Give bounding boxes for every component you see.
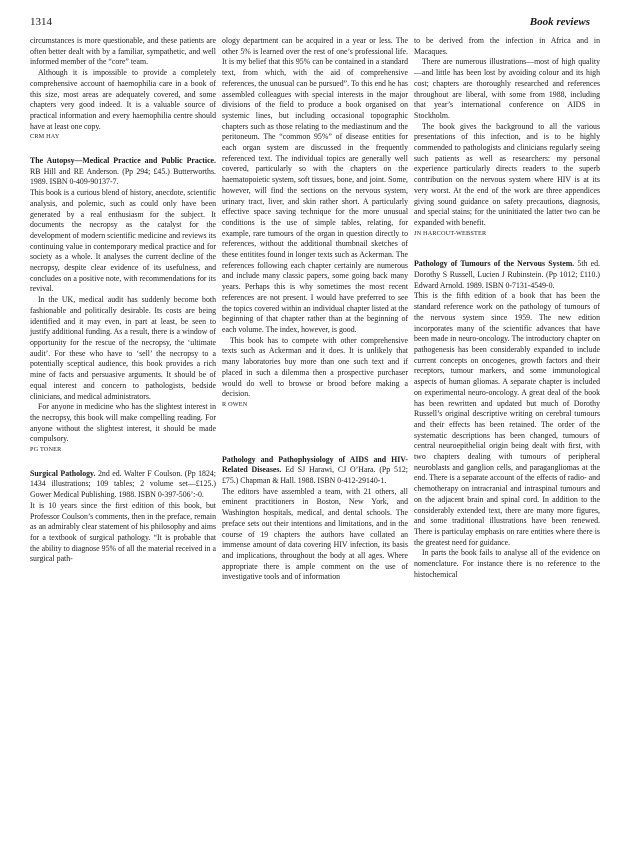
reviewer-signature: CRM HAY — [30, 133, 60, 141]
review-paragraph: It is 10 years since the first edition of this book, but Professor Coulson’s comments, then in the preface, remain as an admirably clear statement of his philosophy and aims for a textbook of surgical pathology. “It is probable that the ability to diagnose 95% of all the material received in a surgical path- — [30, 500, 216, 564]
review-paragraph: This is the fifth edition of a book that has been the standard reference work on the pathology of tumours of the nervous system since 1959. The new edition incorporates many of the scientific advances that have been made in neuro-oncology. The introductory chapter on pathogenesis has been considerably expanded to include current concepts on oncogenes, growth factors and their receptors, tumour markers, and some immunological aspects of human gliomas. A separate chapter is included on experimental neuro-oncology. A great deal of the book has been rewritten and updated but much of Dorothy Russell’s original descriptive writing on cerebral tumours and their effects has been retained. The order of the systematic descriptions has been changed, tumours of central neuroepithelial origin being dealt with first, with two chapters dealing with tumours of peripheral neuroblasts and ganglion cells, and paragangliomas at the end. There is a separate account of the effects of radio- and chemotherapy on intracranial and intraspinal tumours and on the adjacent brain and spinal cord. In addition to the considerably extended text, there are many more figures, and some traditional illustrations have been renewed. There is particulay emphasis on rare entities where there is the greatest need for guidance. — [414, 291, 600, 547]
reviewer-signature: R OWEN — [222, 400, 248, 408]
running-header — [30, 16, 590, 34]
reviewer-signature: JN HARCOUT-WEBSTER — [414, 229, 487, 237]
review-aids-pathology — [222, 455, 408, 583]
book-details: 5th ed. Dorothy S Russell, Lucien J Rubinstein. (Pp 1012; £110.) Edward Arnold. 1989. ISBN 0-7131-4549-0. — [414, 259, 600, 290]
book-title: Surgical Pathology. — [30, 468, 96, 478]
column-2 — [222, 36, 408, 583]
review-surgical-pathology — [30, 469, 216, 565]
book-citation — [30, 156, 216, 188]
review-paragraph: This book has to compete with other comprehensive texts such as Ackerman and it does. It is unlikely that many laboratories buy more than one such text and if placed in such a dilemma then a prospective purchaser would do well to browse or brood before making a decision. — [222, 335, 408, 399]
book-citation — [30, 469, 216, 501]
book-details: Ed SJ Harawi, CJ O’Hara. (Pp 512; £75.) Chapman & Hall. 1988. ISBN 0-412-29140-1. — [222, 465, 408, 486]
review-paragraph: to be derived from the infection in Africa and in Macaques. — [414, 36, 600, 56]
review-paragraph: In parts the book fails to analyse all of the evidence on nomenclature. For instance there is no reference to the histochemical — [414, 548, 600, 579]
review-nervous-system-tumours — [414, 259, 600, 580]
review-continuation-paragraph: circumstances is more questionable, and these patients are often better dealt with by a familiar, sympathetic, and well informed member of the “core” team. — [30, 36, 216, 67]
reviewer-signature: PG TONER — [30, 446, 62, 454]
book-details: RB Hill and RE Anderson. (Pp 294; £45.) Butterworths. 1989. ISBN 0-409-90137-7. — [30, 166, 216, 187]
section-title: Book reviews — [529, 16, 590, 28]
book-citation — [222, 455, 408, 487]
book-details: 2nd ed. Walter F Coulson. (Pp 1824; 1434 illustrations; 109 tables; 2 volume set—£125.) Gower Medical Publishing. 1988. ISBN 0-397-506’:-0. — [30, 468, 216, 500]
book-title: The Autopsy—Medical Practice and Public Practice. — [30, 156, 216, 166]
column-3 — [414, 36, 600, 580]
review-paragraph: The book gives the background to all the various presentations of this infection, and is to be highly commended to pathologists and clinicians regularly seeing such patients as well as researchers: my personal experience particularly directs readers to the superb contribution on the nervous system where HIV is at its very worst. At the end of the work are three appendices giving sound guidance on safety precautions, diagnosis, and special stains; for the uninitiated the latter two can be expanded with benefit. — [414, 121, 600, 227]
book-title: Pathology of Tumours of the Nervous System. — [414, 259, 575, 269]
review-autopsy — [30, 156, 216, 456]
review-paragraph: This book is a curious blend of history, anecdote, scientific analysis, and polemic, such as could only have been generated by a real enthusiasm for the subject. It documents the necropsy as the catalyst for the development of modern scientific medicine and reviews its continuing value in contemporary medical practice and for society as a whole. It analyses the current decline of the necropsy, despite clear evidence of its usefulness, and concludes on a positive note, with recommendations for its revival. — [30, 188, 216, 294]
review-continuation-paragraph: Although it is impossible to provide a completely comprehensive account of haemophilia care in a book of this size, most areas are adequately covered, and some chapters very good indeed. It is a valuable source of practical information and every haemophilia centre should have at least one copy. — [30, 68, 216, 131]
book-title: Pathology and Pathophysiology of AIDS and HIV-Related Diseases. — [222, 454, 408, 475]
review-paragraph: There are numerous illustrations—most of high quality—and little has been lost by avoiding colour and its high cost; chapters are thoroughly researched and references throughout are liberal, with some from 1988, including that year’s international conference on AIDS in Stockholm. — [414, 57, 600, 120]
book-citation — [414, 259, 600, 291]
review-paragraph: For anyone in medicine who has the slightest interest in the necropsy, this book will make compelling reading. For anyone without the slightest interest, it should be made compulsory. — [30, 402, 216, 444]
review-paragraph: In the UK, medical audit has suddenly become both fashionable and politically desirable. Its costs are being identified and it may even, in part at least, be seen to justify additional funding. As a result, there is a window of opportunity for the rescue of the necropsy, the ‘ultimate audit’. For these who have to ‘sell’ the necropsy to a potentially sceptical audience, this book provides a rich mine of facts and persuasive arguments. It should be of equal interest and concern to pathologists, bedside clinicians, and medical administrators. — [30, 295, 216, 401]
page-number: 1314 — [30, 16, 52, 28]
review-paragraph: The editors have assembled a team, with 21 others, all eminent practitioners in Boston, New York, and Washington hospitals, medical, and dental schools. The preface sets out their intentions and limitations, and in the course of 19 chapters the authors have collated an immense amount of data covering HIV infection, its basis and implications, throughout the body at all ages. Where appropriate there is ample comment on the use of investigative tools and of information — [222, 486, 408, 582]
review-paragraph: ology department can be acquired in a year or less. The other 5% is learned over the rest of one’s professional life. It is my belief that this 95% can be contained in a standard text, from which, with the aid of comprehensive references, the unusual can be pursued”. To this end he has assembled colleagues with special interests in the major divisions of the field to produce a book organised on systemic lines, but including occasional topographic chapters such as those relating to the mediastinum and the peritoneum. The “common 95%” of disease entities for each organ system are discussed in the frequently referenced text. The individual topics are generally well covered, particularly so with the chapters on the haematopoietic system, soft tissues, bone, and joint. Some, however, will find the sections on the nervous system, urinary tract, liver, and skin rather short. A particularly effective space saving technique for the more unusual conditions is the use of simple tables, relating, for example, rare tumours of the organ in question directly to references, without the additional thumbnail sketches of these entitites found in longer texts such as Ackerman. The references following each chapter certainly are numerous and include many classic papers, some going back many years. Perhaps this is why sometimes the most recent references are not present. I would have preferred to see the topics covered within an individual chapter listed at the beginning of that chapter rather than at the beginning of each volume. The index, however, is good. — [222, 36, 408, 334]
column-1 — [30, 36, 216, 565]
